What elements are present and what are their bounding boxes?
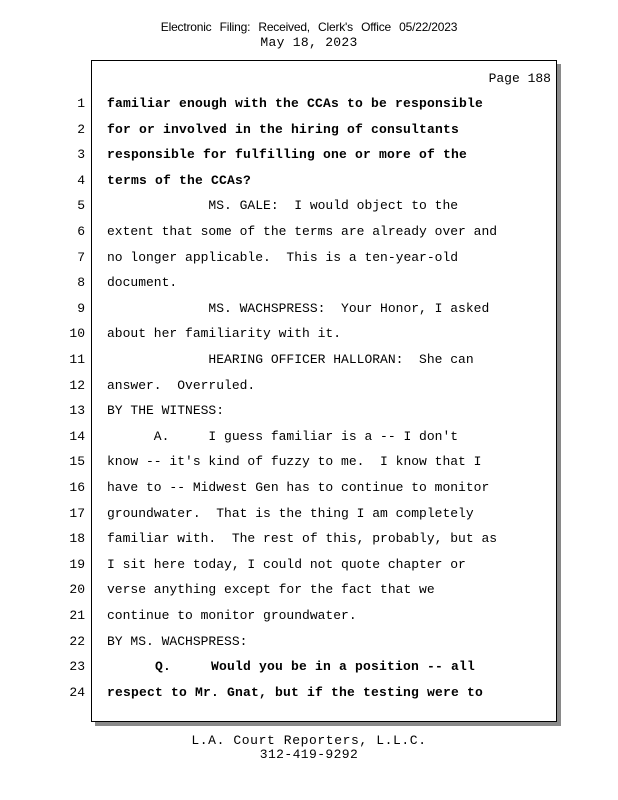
line-text: verse anything except for the fact that we bbox=[107, 582, 435, 597]
line-number: 5 bbox=[77, 198, 85, 213]
line-number: 9 bbox=[77, 301, 85, 316]
line-text: extent that some of the terms are already over and bbox=[107, 224, 498, 239]
line-text: familiar enough with the CCAs to be responsible bbox=[107, 96, 484, 111]
line-text: familiar with. The rest of this, probably, but as bbox=[107, 531, 498, 546]
line-number: 7 bbox=[77, 250, 85, 265]
line-text: document. bbox=[107, 275, 178, 290]
page-number: Page 188 bbox=[488, 71, 551, 86]
line-text: continue to monitor groundwater. bbox=[107, 608, 357, 623]
line-text: no longer applicable. This is a ten-year-old bbox=[107, 250, 459, 265]
line-number: 21 bbox=[69, 608, 85, 623]
line-number: 3 bbox=[77, 147, 85, 162]
line-text: answer. Overruled. bbox=[107, 378, 256, 393]
line-number: 16 bbox=[69, 480, 85, 495]
transcript-date: May 18, 2023 bbox=[260, 35, 358, 50]
line-text: respect to Mr. Gnat, but if the testing were to bbox=[107, 685, 484, 700]
line-number: 4 bbox=[77, 173, 85, 188]
line-text: groundwater. That is the thing I am completely bbox=[107, 506, 474, 521]
line-text: I sit here today, I could not quote chapter or bbox=[107, 557, 466, 572]
line-number: 2 bbox=[77, 122, 85, 137]
line-number: 11 bbox=[69, 352, 85, 367]
line-number: 18 bbox=[69, 531, 85, 546]
line-number: 10 bbox=[69, 326, 85, 341]
line-number: 17 bbox=[69, 506, 85, 521]
line-number: 24 bbox=[69, 685, 85, 700]
line-number: 19 bbox=[69, 557, 85, 572]
line-text: MS. GALE: I would object to the bbox=[107, 198, 459, 213]
line-number: 6 bbox=[77, 224, 85, 239]
line-number: 23 bbox=[69, 659, 85, 674]
line-number: 14 bbox=[69, 429, 85, 444]
line-text: have to -- Midwest Gen has to continue to monitor bbox=[107, 480, 490, 495]
line-text: HEARING OFFICER HALLORAN: She can bbox=[107, 352, 474, 367]
filing-stamp: Electronic Filing: Received, Clerk's Office 05/22/2023 bbox=[160, 20, 458, 34]
line-number: 1 bbox=[77, 96, 85, 111]
line-number: 12 bbox=[69, 378, 85, 393]
line-text: about her familiarity with it. bbox=[107, 326, 342, 341]
line-text: for or involved in the hiring of consultants bbox=[107, 122, 460, 137]
line-number: 20 bbox=[69, 582, 85, 597]
line-text: know -- it's kind of fuzzy to me. I know that I bbox=[107, 454, 482, 469]
line-text: MS. WACHSPRESS: Your Honor, I asked bbox=[107, 301, 490, 316]
line-text: A. I guess familiar is a -- I don't bbox=[107, 429, 459, 444]
reporter-company: L.A. Court Reporters, L.L.C. bbox=[191, 733, 427, 748]
line-text: BY THE WITNESS: bbox=[107, 403, 225, 418]
line-number: 15 bbox=[69, 454, 85, 469]
line-number: 13 bbox=[69, 403, 85, 418]
reporter-phone: 312-419-9292 bbox=[259, 747, 359, 762]
line-text: terms of the CCAs? bbox=[107, 173, 252, 188]
line-text: responsible for fulfilling one or more of the bbox=[107, 147, 468, 162]
line-text: Q. Would you be in a position -- all bbox=[107, 659, 476, 674]
line-number: 8 bbox=[77, 275, 85, 290]
line-text: BY MS. WACHSPRESS: bbox=[107, 634, 248, 649]
line-number: 22 bbox=[69, 634, 85, 649]
